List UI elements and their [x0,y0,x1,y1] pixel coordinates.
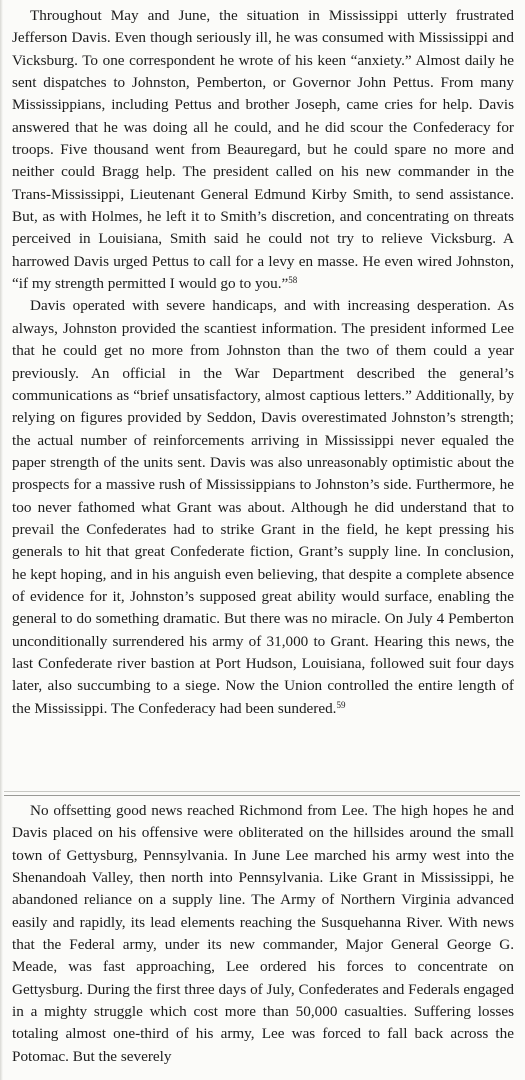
paragraph-text: No offsetting good news reached Richmond from Lee. The high hopes he and Davis placed on his offensive were obliterated on the hillsides around the small town of Gettysburg, Pennsylvania. In June Lee marched his army west into the Shenandoah Valley, then north into Pennsylvania. Like Grant in Mississippi, he abandoned reliance on a supply line. The Army of Northern Virginia advanced easily and rapidly, its lead elements reaching the Susquehanna River. With news that the Federal army, under its new commander, Major General George G. Meade, was fast approaching, Lee ordered his forces to concentrate on Gettysburg. During the first three days of July, Confederates and Federals engaged in a mighty struggle which cost more than 50,000 casualties. Suffering losses totaling almost one-third of his army, Lee was forced to fall back across the Potomac. But the severely [12,802,514,1065]
footnote-ref: 59 [336,699,346,710]
paragraph-vicksburg-frustration [12,5,514,295]
scan-edge [0,0,3,1080]
footnote-ref: 58 [288,275,298,286]
text-section-lower [4,795,520,1080]
text-section-upper [4,0,520,792]
paragraph-text: Davis operated with severe handicaps, and with increasing desperation. As always, Johnston provided the scantiest information. The president informed Lee that he could get no more from Johnston than the two of them could a year previously. An official in the War Department described the general’s communications as “brief unsatisfactory, almost captious letters.” Additionally, by relying on figures provided by Seddon, Davis overestimated Johnston’s strength; the actual number of reinforcements arriving in Mississippi never equaled the paper strength of the units sent. Davis was also unreasonably optimistic about the prospects for a massive rush of Mississippians to Johnston’s side. Furthermore, he too never fathomed what Grant was about. Although he did understand that to prevail the Confederates had to strike Grant in the field, he kept pressing his generals to hit that great Confederate fiction, Grant’s supply line. In conclusion, he kept hoping, and in his anguish even believing, that despite a complete absence of evidence for it, Johnston’s supposed great ability would surface, enabling the general to do something dramatic. But there was no miracle. On July 4 Pemberton unconditionally surrendered his army of 31,000 to Grant. Hearing this news, the last Confederate river bastion at Port Hudson, Louisiana, followed suit four days later, also succumbing to a siege. Now the Union controlled the entire length of the Mississippi. The Confederacy had been sundered. [12,297,514,717]
paragraph-text: Throughout May and June, the situation in Mississippi utterly frustrated Jefferson Davis. Even though seriously ill, he was consumed with Mississippi and Vicksburg. To one correspondent he wrote of his keen “anxiety.” Almost daily he sent dispatches to Johnston, Pemberton, or Governor John Pettus. From many Mississippians, including Pettus and brother Joseph, came cries for help. Davis answered that he was doing all he could, and he did scour the Confederacy for troops. Five thousand went from Beauregard, but he could spare no more and neither could Bragg help. The president called on his new commander in the Trans-Mississippi, Lieutenant General Edmund Kirby Smith, to send assistance. But, as with Holmes, he left it to Smith’s discretion, and concentrating on threats perceived in Louisiana, Smith said he could not try to relieve Vicksburg. A harrowed Davis urged Pettus to call for a levy en masse. He even wired Johnston, “if my strength permitted I would go to you.” [12,7,514,293]
paragraph-davis-handicaps [12,295,514,720]
paragraph-gettysburg [12,800,514,1068]
